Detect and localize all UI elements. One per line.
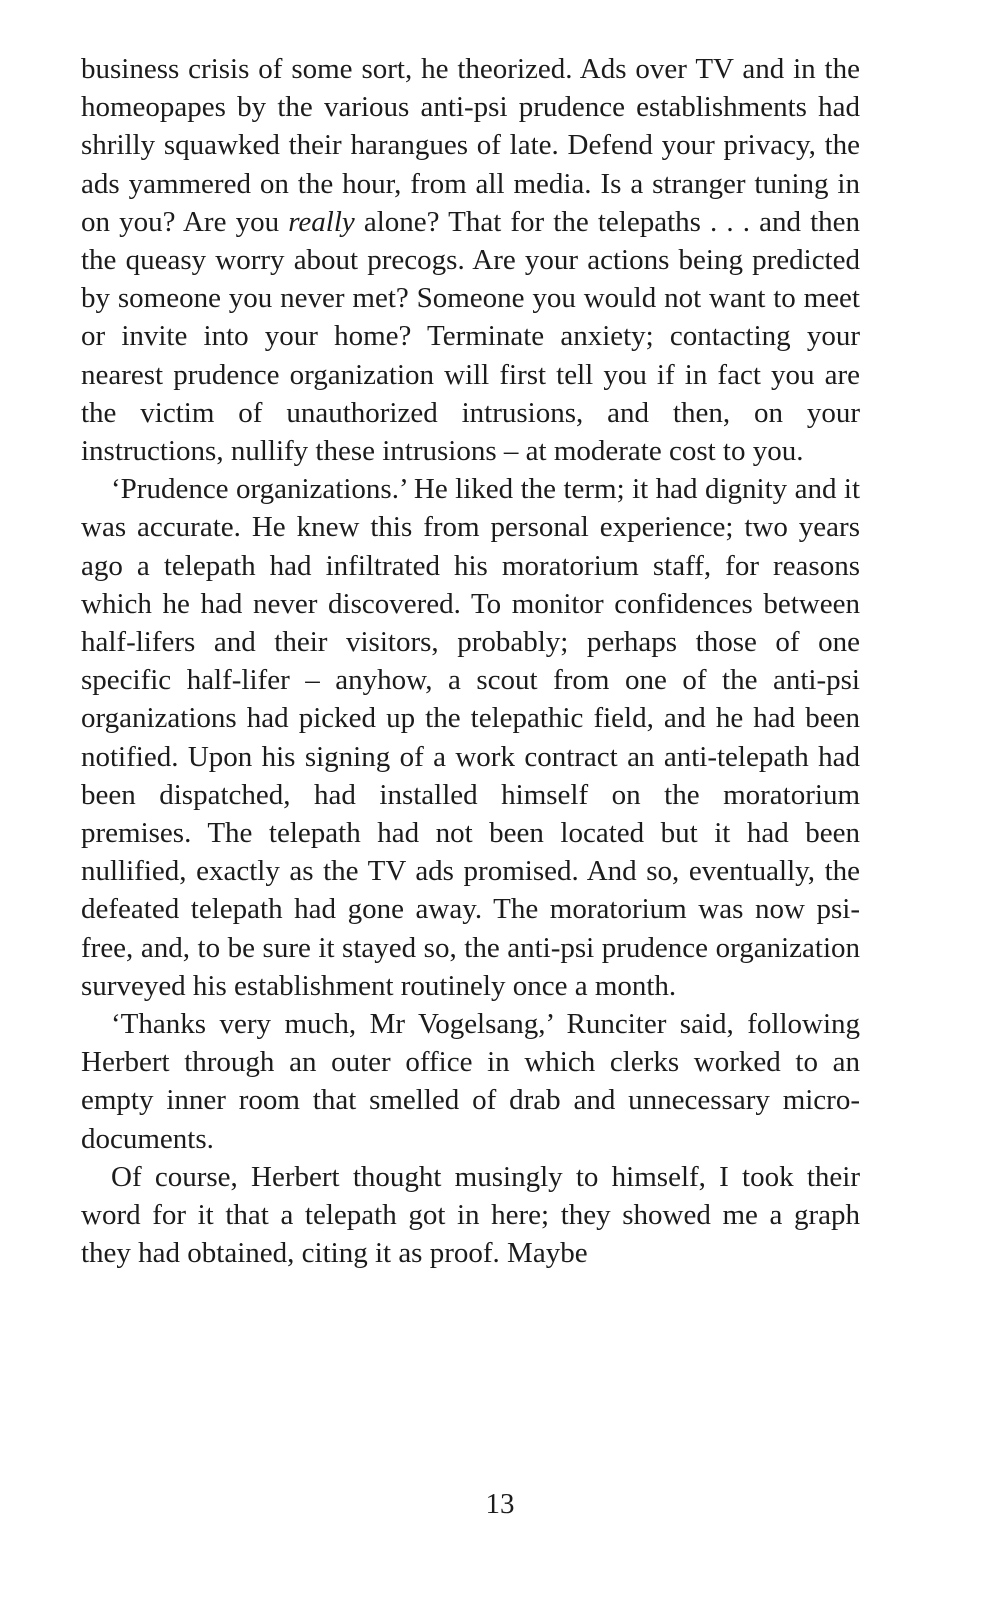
- paragraph-1: [81, 50, 860, 470]
- paragraph-text: ‘Thanks very much, Mr Vogelsang,’ Runciter said, following Herbert through an outer office in which clerks worked to an empty inner room that smelled of drab and unnecessary micro-documents.: [81, 1008, 860, 1155]
- page-body: [81, 50, 860, 1273]
- paragraph-text: ‘Prudence organizations.’ He liked the term; it had dignity and it was accurate. He knew this from personal experience; two years ago a telepath had infiltrated his moratorium staff, for reasons which he had never discovered. To monitor confidences between half-lifers and their visitors, probably; perhaps those of one specific half-lifer – anyhow, a scout from one of the anti-psi organizations had picked up the telepathic field, and he had been notified. Upon his signing of a work contract an anti-telepath had been dispatched, had installed himself on the moratorium premises. The telepath had not been located but it had been nullified, exactly as the TV ads promised. And so, eventually, the defeated telepath had gone away. The moratorium was now psi-free, and, to be sure it stayed so, the anti-psi prudence organization surveyed his establishment routinely once a month.: [81, 473, 860, 1002]
- paragraph-text: Of course, Herbert thought musingly to himself, I took their word for it that a telepath got in here; they showed me a graph they had obtained, citing it as proof. Maybe: [81, 1160, 860, 1270]
- page-number: 13: [485, 1488, 515, 1520]
- paragraph-text: alone? That for the telepaths . . . and then the queasy worry about precogs. Are your actions being predicted by someone you never met? Someone you would not want to meet or invite into your home? Terminate anxiety; contacting your nearest prudence organization will first tell you if in fact you are the victim of unauthorized intrusions, and then, on your instructions, nullify these intrusions – at moderate cost to you.: [81, 205, 861, 468]
- paragraph-text: business crisis of some sort, he theorized. Ads over TV and in the homeopapes by the various anti-psi prudence establishments had shrilly squawked their harangues of late. Defend your privacy, the ads yammered on the hour, from all media. Is a stranger tuning in on you? Are you: [81, 53, 860, 238]
- paragraph-2: [81, 470, 860, 1005]
- paragraph-4: [81, 1158, 860, 1273]
- paragraph-3: [81, 1005, 860, 1158]
- italic-text: really: [288, 205, 355, 238]
